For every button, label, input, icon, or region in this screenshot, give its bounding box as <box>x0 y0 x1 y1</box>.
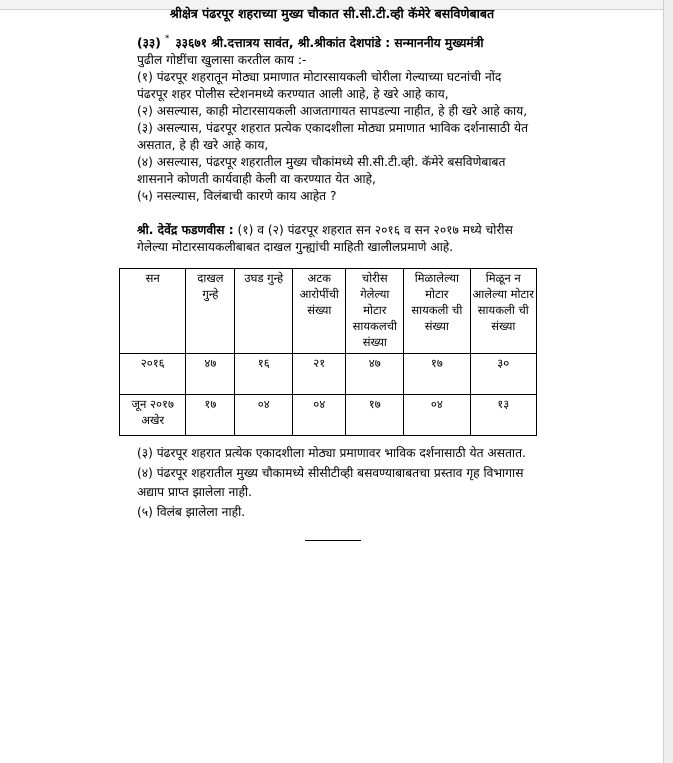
table-header-cell: मिळून न आलेल्या मोटार सायकली ची संख्या <box>470 269 536 354</box>
table-cell: ०४ <box>293 395 346 436</box>
table-header-cell: सन <box>120 269 186 354</box>
table-cell: ४७ <box>346 354 404 395</box>
question-item-5: (५) नसल्यास, विलंबाची कारणे काय आहेत ? <box>137 189 337 203</box>
table-cell: २०१६ <box>120 354 186 395</box>
question-item-1: (१) पंढरपूर शहरातून मोठ्या प्रमाणात मोटारसायकली चोरीला गेल्याच्या घटनांची नोंद पंढरपूर शहर पोलीस स्टेशनमध्ये करण्यात आली आहे, हे खरे आहे काय, <box>137 70 502 101</box>
question-intro: पुढील गोष्टींचा खुलासा करतील काय :- <box>137 53 307 67</box>
answer-item-5: (५) विलंब झालेला नाही. <box>137 504 246 519</box>
table-cell: २१ <box>293 354 346 395</box>
document-body <box>131 31 534 541</box>
table-row <box>120 395 537 436</box>
table-header-cell: उघड गुन्हे <box>235 269 293 354</box>
table-header-cell: मिळालेल्या मोटार सायकली ची संख्या <box>404 269 470 354</box>
table-header-cell: चोरीस गेलेल्या मोटार सायकलची संख्या <box>346 269 404 354</box>
table-cell: १६ <box>235 354 293 395</box>
data-table <box>119 268 537 436</box>
question-members: ३३६७१ श्री.दत्तात्रय सावंत, श्री.श्रीकांत देशपांडे : सन्माननीय मुख्यमंत्री <box>175 36 484 50</box>
starred-mark: * <box>164 34 170 44</box>
question-item-4: (४) असल्यास, पंढरपूर शहरातील मुख्य चौकांमध्ये सी.सी.टी.व्ही. कॅमेरे बसविणेबाबत शासनाने कोणती कार्यवाही केली वा करण्यात येत आहे, <box>137 155 506 186</box>
table-cell: १३ <box>470 395 536 436</box>
table-cell: १७ <box>186 395 235 436</box>
table-cell: ०४ <box>404 395 470 436</box>
answer-responder: श्री. देवेंद्र फडणवीस : <box>137 223 234 237</box>
table-cell: ०४ <box>235 395 293 436</box>
answer-intro-paragraph <box>137 222 529 256</box>
answer-item-3: (३) पंढरपूर शहरात प्रत्येक एकादशीला मोठ्या प्रमाणावर भाविक दर्शनासाठी येत असतात. <box>137 446 526 460</box>
end-rule <box>305 540 361 541</box>
answer-item-4: (४) पंढरपूर शहरातील मुख्य चौकामध्ये सीसीटीव्ही बसवण्याबाबतचा प्रस्ताव गृह विभागास अद्याप प्राप्त झालेला नाही. <box>137 465 524 499</box>
table-row <box>120 354 537 395</box>
table-cell: ३० <box>470 354 536 395</box>
question-header <box>137 31 529 52</box>
answer-intro: (१) व (२) पंढरपूर शहरात सन २०१६ व सन २०१७ मध्ये चोरीस गेलेल्या मोटारसायकलीबाबत दाखल गुन्ह्यांची माहिती खालीलप्रमाणे आहे. <box>137 223 513 254</box>
table-header-cell: दाखल गुन्हे <box>186 269 235 354</box>
table-cell: १७ <box>404 354 470 395</box>
document-title: श्रीक्षेत्र पंढरपूर शहराच्या मुख्य चौकात सी.सी.टी.व्ही कॅमेरे बसविणेबाबत <box>169 6 495 21</box>
table-header-row <box>120 269 537 354</box>
answer-items <box>137 444 529 522</box>
table-header-cell: अटक आरोपींची संख्या <box>293 269 346 354</box>
question-number: (३३) <box>137 36 161 50</box>
table-cell: १७ <box>346 395 404 436</box>
table-cell: जून २०१७ अखेर <box>120 395 186 436</box>
question-item-2: (२) असल्यास, काही मोटारसायकली आजतागायत सापडल्या नाहीत, हे ही खरे आहे काय, <box>137 104 528 118</box>
viewer-scrollbar[interactable] <box>663 0 673 763</box>
question-item-3: (३) असल्यास, पंढरपूर शहरात प्रत्येक एकादशीला मोठ्या प्रमाणात भाविक दर्शनासाठी येत असतात, हे ही खरे आहे काय, <box>137 121 529 152</box>
table-cell: ४७ <box>186 354 235 395</box>
